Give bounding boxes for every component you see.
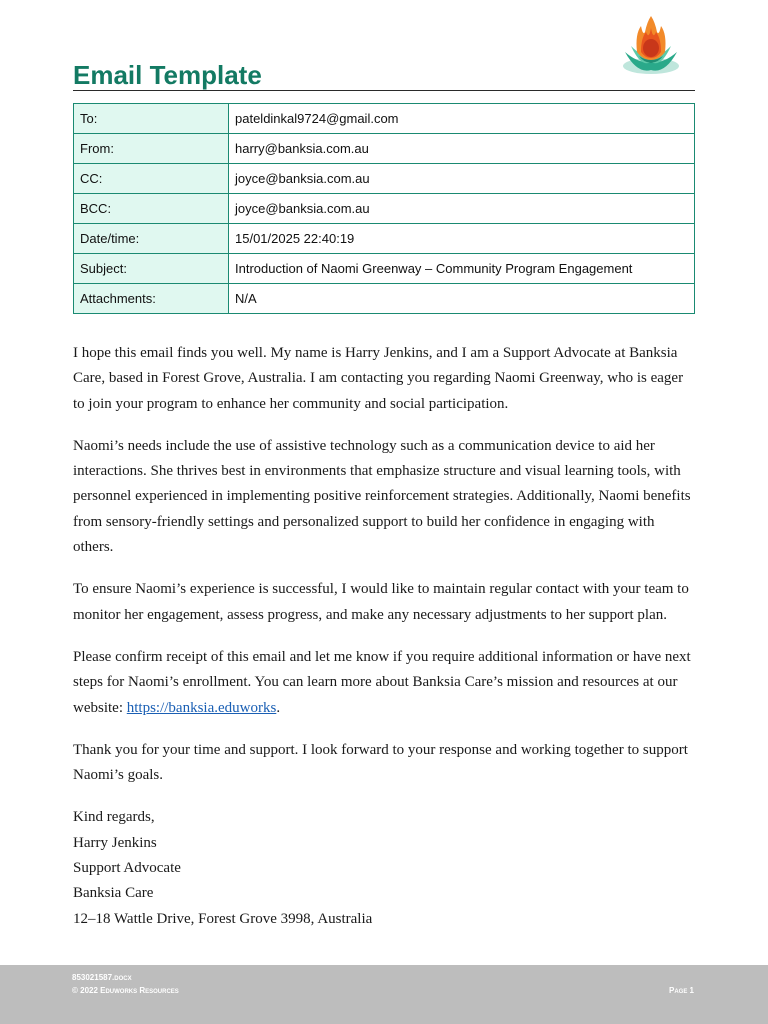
banksia-flower-icon <box>619 12 683 78</box>
document-number-text: 853021587 <box>72 973 113 982</box>
cc-label: CC: <box>74 164 229 194</box>
attachments-label: Attachments: <box>74 284 229 314</box>
table-row <box>74 224 695 254</box>
table-row <box>74 284 695 314</box>
table-row <box>74 254 695 284</box>
document-number <box>72 972 132 984</box>
signature-block <box>73 805 698 931</box>
subject-label: Subject: <box>74 254 229 284</box>
body-paragraph-5: Thank you for your time and support. I look forward to your response and working together to support Naomi’s goals. <box>73 741 688 784</box>
body-paragraph-4 <box>73 645 698 721</box>
bcc-value: joyce@banksia.com.au <box>229 194 695 224</box>
page-number: Page 1 <box>668 986 694 995</box>
signature-org: Banksia Care <box>73 885 154 902</box>
body-paragraph-1: I hope this email finds you well. My name is Harry Jenkins, and I am a Support Advocate at Banksia Care, based in Forest Grove, Australia. I am contacting you regarding Naomi Greenway, who is eager to join your program to enhance her community and social participation. <box>73 345 684 412</box>
datetime-value: 15/01/2025 22:40:19 <box>229 224 695 254</box>
from-label: From: <box>74 134 229 164</box>
title-divider <box>73 90 695 91</box>
signature-name: Harry Jenkins <box>73 834 157 851</box>
table-row <box>74 194 695 224</box>
page-footer <box>0 965 768 1024</box>
body-paragraph-4-text: Please confirm receipt of this email and let me know if you require additional information or have next steps for Naomi’s enrollment. You can learn more about Banksia Care’s mission and resources at our website: <box>73 648 691 716</box>
copyright-notice: © 2022 Eduworks Resources <box>72 986 179 995</box>
from-value: harry@banksia.com.au <box>229 134 695 164</box>
table-row <box>74 134 695 164</box>
bcc-label: BCC: <box>74 194 229 224</box>
body-paragraph-2: Naomi’s needs include the use of assistive technology such as a communication device to aid her interactions. She thrives best in environments that emphasize structure and visual learning tools, with personnel experienced in implementing positive reinforcement strategies. Additionally, Naomi benefits from sensory-friendly settings and personalized support to build her confidence in engaging with others. <box>73 437 691 556</box>
body-paragraph-3: To ensure Naomi’s experience is successful, I would like to maintain regular contact with your team to monitor her engagement, assess progress, and make any necessary adjustments to her support plan. <box>73 581 689 623</box>
website-link[interactable]: https://banksia.eduworks <box>126 699 277 716</box>
signature-role: Support Advocate <box>73 860 181 877</box>
to-value: pateldinkal9724@gmail.com <box>229 104 695 134</box>
table-row <box>74 104 695 134</box>
signature-address: 12–18 Wattle Drive, Forest Grove 3998, Australia <box>73 910 373 927</box>
cc-value: joyce@banksia.com.au <box>229 164 695 194</box>
document-extension: .docx <box>112 973 132 982</box>
body-paragraph-4-end: . <box>276 699 281 716</box>
signature-closing: Kind regards, <box>73 809 155 826</box>
attachments-value: N/A <box>229 284 695 314</box>
email-body <box>73 341 698 932</box>
page-title: Email Template <box>73 60 262 90</box>
datetime-label: Date/time: <box>74 224 229 254</box>
to-label: To: <box>74 104 229 134</box>
email-header-table <box>73 103 695 314</box>
subject-value: Introduction of Naomi Greenway – Community Program Engagement <box>229 254 695 284</box>
table-row <box>74 164 695 194</box>
